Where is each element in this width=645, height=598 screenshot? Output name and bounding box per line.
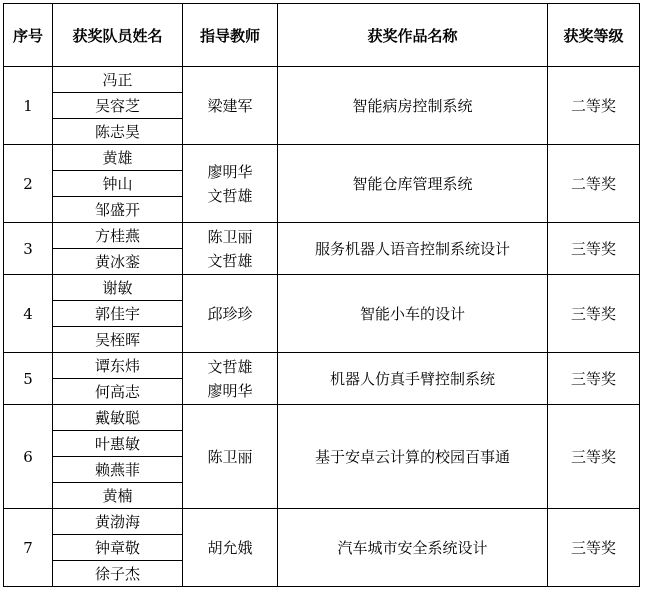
header-level: 获奖等级 [548, 4, 640, 67]
member-name: 邹盛开 [53, 197, 183, 223]
teacher-cell [183, 405, 278, 509]
teacher-name: 廖明华 [207, 381, 253, 400]
member-name: 何高志 [53, 379, 183, 405]
teacher-name: 梁建军 [207, 96, 253, 115]
award-level: 二等奖 [548, 67, 640, 145]
teacher-cell [183, 145, 278, 223]
member-name: 赖燕菲 [53, 457, 183, 483]
award-number: 2 [4, 145, 53, 223]
work-title: 基于安卓云计算的校园百事通 [278, 405, 548, 509]
award-number: 5 [4, 353, 53, 405]
header-teacher: 指导教师 [183, 4, 278, 67]
header-row [4, 4, 640, 67]
teacher-name: 廖明华 [207, 162, 253, 181]
header-no: 序号 [4, 4, 53, 67]
member-name: 郭佳宇 [53, 301, 183, 327]
work-title: 智能仓库管理系统 [278, 145, 548, 223]
teacher-name: 文哲雄 [207, 251, 253, 270]
member-name: 叶惠敏 [53, 431, 183, 457]
teacher-cell [183, 223, 278, 275]
member-name: 徐子杰 [53, 561, 183, 587]
award-level: 三等奖 [548, 353, 640, 405]
member-name: 陈志昊 [53, 119, 183, 145]
member-name: 黄楠 [53, 483, 183, 509]
award-number: 6 [4, 405, 53, 509]
member-name: 钟山 [53, 171, 183, 197]
table-row [4, 275, 640, 301]
teacher-name: 文哲雄 [207, 357, 253, 376]
award-number: 1 [4, 67, 53, 145]
member-name: 黄冰銮 [53, 249, 183, 275]
teacher-cell [183, 275, 278, 353]
teacher-name: 胡允娥 [207, 538, 253, 557]
teacher-cell [183, 509, 278, 587]
work-title: 机器人仿真手臂控制系统 [278, 353, 548, 405]
table-row [4, 145, 640, 171]
award-level: 三等奖 [548, 223, 640, 275]
award-level: 三等奖 [548, 275, 640, 353]
award-number: 4 [4, 275, 53, 353]
member-name: 冯正 [53, 67, 183, 93]
work-title: 智能小车的设计 [278, 275, 548, 353]
award-level: 三等奖 [548, 509, 640, 587]
header-members: 获奖队员姓名 [53, 4, 183, 67]
teacher-name: 陈卫丽 [207, 447, 253, 466]
table-row [4, 405, 640, 431]
table-row [4, 353, 640, 379]
work-title: 服务机器人语音控制系统设计 [278, 223, 548, 275]
table-row [4, 509, 640, 535]
member-name: 谢敏 [53, 275, 183, 301]
teacher-name: 文哲雄 [207, 186, 253, 205]
member-name: 钟章敬 [53, 535, 183, 561]
header-work: 获奖作品名称 [278, 4, 548, 67]
member-name: 谭东炜 [53, 353, 183, 379]
teacher-name: 陈卫丽 [207, 227, 253, 246]
table-row [4, 223, 640, 249]
member-name: 戴敏聪 [53, 405, 183, 431]
awards-table [3, 3, 640, 587]
award-number: 7 [4, 509, 53, 587]
award-level: 三等奖 [548, 405, 640, 509]
table-row [4, 67, 640, 93]
teacher-cell [183, 353, 278, 405]
member-name: 吴容芝 [53, 93, 183, 119]
award-level: 二等奖 [548, 145, 640, 223]
work-title: 智能病房控制系统 [278, 67, 548, 145]
teacher-name: 邱珍珍 [207, 304, 253, 323]
work-title: 汽车城市安全系统设计 [278, 509, 548, 587]
member-name: 黄渤海 [53, 509, 183, 535]
member-name: 方桂燕 [53, 223, 183, 249]
award-number: 3 [4, 223, 53, 275]
member-name: 黄雄 [53, 145, 183, 171]
teacher-cell [183, 67, 278, 145]
member-name: 吴桎晖 [53, 327, 183, 353]
